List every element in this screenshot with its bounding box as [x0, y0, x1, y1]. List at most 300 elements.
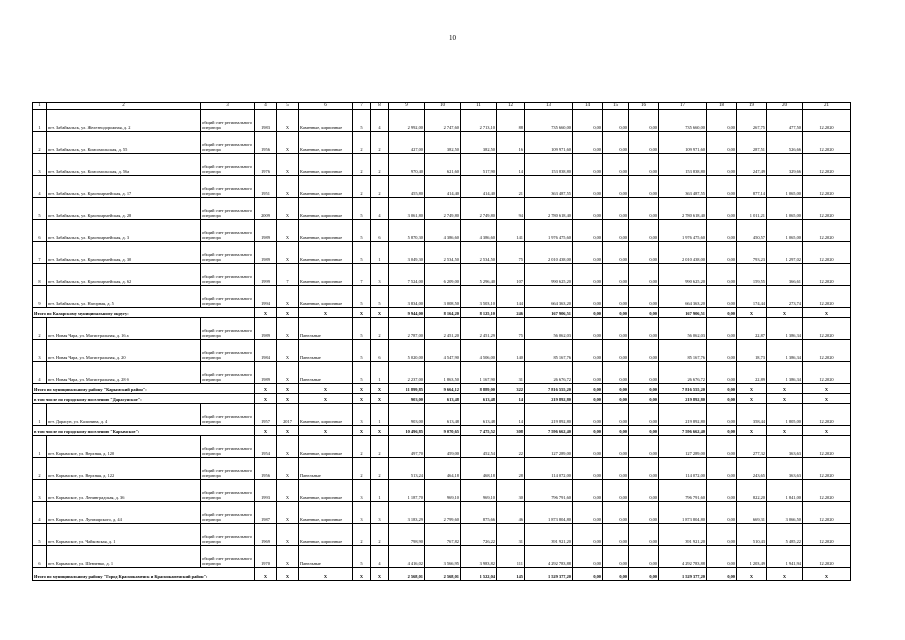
- table-cell: 26 676,72: [659, 362, 707, 384]
- total-cell: 0,00: [573, 426, 603, 436]
- table-cell: 0,00: [629, 436, 659, 458]
- table-cell: 6: [371, 340, 389, 362]
- table-row: [33, 480, 851, 502]
- table-cell: 0,00: [603, 318, 629, 340]
- table-cell: 16: [497, 132, 525, 154]
- table-row: [33, 318, 851, 340]
- table-cell: 0,00: [603, 110, 629, 132]
- total-row: [33, 384, 851, 394]
- table-cell: Каменные, кирпичные: [299, 480, 353, 502]
- table-cell: 5 020,00: [389, 340, 425, 362]
- table-cell: Каменные, кирпичные: [299, 154, 353, 176]
- table-cell: 497,70: [389, 436, 425, 458]
- table-cell: 5: [371, 286, 389, 308]
- table-cell: 513,24: [389, 458, 425, 480]
- total-cell: 0,00: [603, 384, 629, 394]
- table-cell: 1 386,34: [767, 318, 803, 340]
- table-cell: Панельные: [299, 340, 353, 362]
- table-cell: 4: [371, 110, 389, 132]
- table-cell: 875,66: [461, 502, 497, 524]
- table-cell: 0,00: [573, 524, 603, 546]
- table-row: [33, 264, 851, 286]
- table-cell: 0,00: [707, 132, 737, 154]
- table-cell: 464,18: [425, 458, 461, 480]
- table-row: [33, 198, 851, 220]
- table-cell: 517,90: [461, 154, 497, 176]
- table-cell: общий счет регионального оператора: [201, 524, 255, 546]
- table-cell: Х: [277, 362, 299, 384]
- table-cell: 329,66: [767, 154, 803, 176]
- table-cell: 1: [371, 480, 389, 502]
- table-cell: 127 289,00: [525, 436, 573, 458]
- table-cell: 0,00: [573, 546, 603, 568]
- column-number: 13: [525, 103, 573, 110]
- table-cell: 12.2020: [803, 264, 851, 286]
- total-cell: Х: [277, 394, 299, 404]
- total-cell: 0,00: [573, 394, 603, 404]
- table-cell: Каменные, кирпичные: [299, 242, 353, 264]
- table-cell: 4: [33, 362, 47, 384]
- table-cell: общий счет регионального оператора: [201, 264, 255, 286]
- total-cell: 0,00: [707, 394, 737, 404]
- table-cell: 2 747,60: [425, 110, 461, 132]
- total-cell: Х: [299, 568, 353, 581]
- table-cell: 174,44: [737, 286, 767, 308]
- table-cell: Каменные, кирпичные: [299, 436, 353, 458]
- table-cell: Каменные, кирпичные: [299, 176, 353, 198]
- table-cell: 75: [497, 318, 525, 340]
- table-cell: 969,10: [461, 480, 497, 502]
- total-cell: 145: [497, 568, 525, 581]
- total-cell: Х: [353, 426, 371, 436]
- table-cell: 12.2020: [803, 546, 851, 568]
- table-cell: 0,00: [707, 546, 737, 568]
- table-cell: 1976: [255, 154, 277, 176]
- housing-repair-table: [32, 102, 851, 581]
- table-row: [33, 458, 851, 480]
- table-cell: Х: [277, 242, 299, 264]
- total-cell: Х: [255, 426, 277, 436]
- table-cell: 56 062,03: [525, 318, 573, 340]
- table-cell: 990 625,20: [525, 264, 573, 286]
- table-cell: 1 065,00: [767, 220, 803, 242]
- table-row: [33, 176, 851, 198]
- table-cell: 1 065,00: [767, 198, 803, 220]
- table-cell: Х: [277, 458, 299, 480]
- table-cell: общий счет регионального оператора: [201, 480, 255, 502]
- total-label: в том числе по городскому поселению "Дарасунское":: [33, 394, 255, 404]
- table-cell: 613,48: [425, 404, 461, 426]
- table-cell: 1969: [255, 524, 277, 546]
- table-cell: 363 487,55: [659, 176, 707, 198]
- table-cell: 1970: [255, 546, 277, 568]
- table-cell: 1: [371, 362, 389, 384]
- table-cell: 526,66: [767, 132, 803, 154]
- total-cell: 10 496,85: [389, 426, 425, 436]
- total-cell: Х: [767, 394, 803, 404]
- table-cell: Х: [277, 546, 299, 568]
- table-cell: 12.2020: [803, 404, 851, 426]
- table-cell: 2: [353, 176, 371, 198]
- total-cell: Х: [255, 384, 277, 394]
- table-cell: 363 487,55: [525, 176, 573, 198]
- table-cell: 0,00: [603, 524, 629, 546]
- table-cell: Каменные, кирпичные: [299, 286, 353, 308]
- table-cell: 363,63: [767, 436, 803, 458]
- total-cell: 11 899,85: [389, 384, 425, 394]
- table-cell: общий счет регионального оператора: [201, 220, 255, 242]
- table-cell: 3: [371, 264, 389, 286]
- table-cell: 4 386,60: [425, 220, 461, 242]
- table-cell: Х: [277, 502, 299, 524]
- table-cell: 2: [371, 436, 389, 458]
- table-cell: 4: [371, 546, 389, 568]
- table-cell: 2 780 618,40: [659, 198, 707, 220]
- table-row: [33, 286, 851, 308]
- table-cell: Каменные, кирпичные: [299, 132, 353, 154]
- table-cell: общий счет регионального оператора: [201, 546, 255, 568]
- table-cell: 12.2020: [803, 286, 851, 308]
- table-cell: 0,00: [603, 480, 629, 502]
- table-cell: 5: [353, 362, 371, 384]
- table-cell: 1 386,34: [767, 362, 803, 384]
- table-cell: 12.2020: [803, 480, 851, 502]
- total-cell: Х: [371, 394, 389, 404]
- total-cell: 903,00: [389, 394, 425, 404]
- table-cell: 12.2020: [803, 110, 851, 132]
- table-cell: 3: [353, 480, 371, 502]
- table-cell: 2: [33, 458, 47, 480]
- table-cell: 427,00: [389, 132, 425, 154]
- table-cell: 0,00: [629, 362, 659, 384]
- table-cell: 2 451,29: [461, 318, 497, 340]
- table-cell: 726,22: [461, 524, 497, 546]
- table-cell: Каменные, кирпичные: [299, 110, 353, 132]
- table-cell: 1 873 804,80: [525, 502, 573, 524]
- table-cell: 7: [33, 242, 47, 264]
- total-cell: 8 889,00: [461, 384, 497, 394]
- table-cell: 85 167,76: [525, 340, 573, 362]
- table-cell: Каменные, кирпичные: [299, 198, 353, 220]
- total-cell: 0,00: [629, 394, 659, 404]
- table-cell: 109 971,60: [525, 132, 573, 154]
- table-cell: 0,00: [603, 132, 629, 154]
- table-cell: 22: [497, 436, 525, 458]
- table-cell: 0,00: [603, 362, 629, 384]
- table-cell: Х: [277, 132, 299, 154]
- table-cell: 3 983,82: [461, 546, 497, 568]
- total-cell: Х: [277, 384, 299, 394]
- table-cell: общий счет регионального оператора: [201, 436, 255, 458]
- total-cell: 1 522,04: [461, 568, 497, 581]
- table-cell: 12.2020: [803, 242, 851, 264]
- table-cell: 4: [33, 176, 47, 198]
- column-number: 6: [299, 103, 353, 110]
- total-cell: Х: [277, 568, 299, 581]
- table-cell: пгт. Забайкальск, ул. Красноармейская, д. 28: [47, 198, 201, 220]
- table-cell: 1 805,00: [767, 404, 803, 426]
- table-cell: 0,00: [707, 340, 737, 362]
- total-cell: 2 568,01: [389, 568, 425, 581]
- total-cell: 0,00: [707, 384, 737, 394]
- column-number: 10: [425, 103, 461, 110]
- table-row: [33, 502, 851, 524]
- table-cell: 0,00: [707, 154, 737, 176]
- table-cell: Каменные, кирпичные: [299, 502, 353, 524]
- total-cell: 1 529 377,20: [659, 568, 707, 581]
- total-cell: Х: [299, 426, 353, 436]
- table-cell: 990 625,20: [659, 264, 707, 286]
- table-cell: Х: [277, 154, 299, 176]
- total-cell: 0,00: [603, 426, 629, 436]
- table-cell: 0,00: [629, 524, 659, 546]
- table-cell: 822,20: [737, 480, 767, 502]
- table-cell: 2: [371, 154, 389, 176]
- table-cell: 2 451,20: [425, 318, 461, 340]
- table-cell: 0,00: [603, 502, 629, 524]
- table-cell: 14: [497, 154, 525, 176]
- table-cell: 0,00: [573, 480, 603, 502]
- table-cell: 1 873 804,80: [659, 502, 707, 524]
- table-cell: Панельные: [299, 318, 353, 340]
- table-cell: 2: [353, 154, 371, 176]
- table-cell: 0,00: [573, 458, 603, 480]
- table-cell: 3 834,00: [389, 286, 425, 308]
- column-number: 5: [277, 103, 299, 110]
- total-cell: 0,00: [629, 568, 659, 581]
- table-cell: 2 534,50: [461, 242, 497, 264]
- table-cell: 664 363,20: [525, 286, 573, 308]
- table-cell: 4 386,60: [461, 220, 497, 242]
- table-cell: 0,00: [629, 176, 659, 198]
- column-number: 9: [389, 103, 425, 110]
- total-row: [33, 426, 851, 436]
- table-cell: 273,74: [767, 286, 803, 308]
- column-number: 14: [573, 103, 603, 110]
- table-cell: пгт. Забайкальск, ул. Красноармейская, д. 3: [47, 220, 201, 242]
- table-cell: 0,00: [603, 340, 629, 362]
- table-cell: 970,40: [389, 154, 425, 176]
- table-cell: 247,49: [737, 154, 767, 176]
- table-cell: 1 167,90: [461, 362, 497, 384]
- table-cell: 12.2020: [803, 176, 851, 198]
- table-cell: 1 203,49: [737, 546, 767, 568]
- table-cell: 4 547,90: [425, 340, 461, 362]
- table-row: [33, 436, 851, 458]
- table-cell: 3 566,95: [425, 546, 461, 568]
- table-cell: пгт. Забайкальск, ул. Комсомольская, д. 55: [47, 132, 201, 154]
- table-cell: 56 062,03: [659, 318, 707, 340]
- table-cell: 0,00: [707, 458, 737, 480]
- table-cell: 0,00: [707, 220, 737, 242]
- table-row: [33, 132, 851, 154]
- table-cell: 22,87: [737, 318, 767, 340]
- total-cell: 167 906,51: [525, 308, 573, 318]
- table-cell: 287,51: [737, 132, 767, 154]
- table-cell: 0,00: [573, 318, 603, 340]
- table-cell: 2: [353, 524, 371, 546]
- table-cell: 0,00: [707, 404, 737, 426]
- table-cell: 613,48: [461, 404, 497, 426]
- table-cell: Х: [277, 110, 299, 132]
- table-cell: 2 534,50: [425, 242, 461, 264]
- table-cell: 7: [277, 264, 299, 286]
- total-cell: Х: [371, 426, 389, 436]
- table-row: [33, 524, 851, 546]
- table-cell: 4: [33, 502, 47, 524]
- table-cell: Х: [277, 176, 299, 198]
- total-cell: 0,00: [573, 384, 603, 394]
- total-cell: 0,00: [603, 568, 629, 581]
- total-cell: 0,00: [707, 308, 737, 318]
- table-cell: пгт. Карымское, ул. Верхняя, д. 120: [47, 436, 201, 458]
- table-cell: 1: [33, 110, 47, 132]
- table-cell: 664 363,20: [659, 286, 707, 308]
- table-cell: 75: [497, 242, 525, 264]
- table-cell: 144: [497, 286, 525, 308]
- table-row: [33, 154, 851, 176]
- table-cell: 2 749,80: [425, 198, 461, 220]
- table-cell: 3 008,50: [425, 286, 461, 308]
- table-cell: пгт. Карымское, ул. Верхняя, д. 122: [47, 458, 201, 480]
- table-cell: 12.2020: [803, 318, 851, 340]
- table-cell: 1 065,00: [767, 176, 803, 198]
- table-cell: 114 072,00: [525, 458, 573, 480]
- table-cell: 0,00: [629, 502, 659, 524]
- total-label: Итого по Каларскому муниципальному округу:: [33, 308, 255, 318]
- table-cell: 2: [371, 524, 389, 546]
- table-cell: 140: [497, 340, 525, 362]
- total-cell: Х: [277, 308, 299, 318]
- table-cell: общий счет регионального оператора: [201, 176, 255, 198]
- table-cell: 21: [497, 176, 525, 198]
- total-cell: 0,00: [629, 426, 659, 436]
- table-cell: общий счет регионального оператора: [201, 318, 255, 340]
- table-cell: 391 921,20: [659, 524, 707, 546]
- table-cell: 0,00: [629, 154, 659, 176]
- table-cell: общий счет регионального оператора: [201, 242, 255, 264]
- table-cell: пгт. Забайкальск, ул. Красноармейская, д. 62: [47, 264, 201, 286]
- table-cell: 243,65: [737, 458, 767, 480]
- table-cell: 450,57: [737, 220, 767, 242]
- table-cell: 9: [33, 286, 47, 308]
- table-cell: общий счет регионального оператора: [201, 362, 255, 384]
- total-cell: 7 816 555,20: [525, 384, 573, 394]
- total-cell: 9 664,12: [425, 384, 461, 394]
- table-cell: 877,14: [737, 176, 767, 198]
- table-cell: 7 524,00: [389, 264, 425, 286]
- table-cell: 0,00: [573, 286, 603, 308]
- total-cell: 0,00: [707, 568, 737, 581]
- total-row: [33, 308, 851, 318]
- total-cell: 0,00: [707, 426, 737, 436]
- table-cell: 0,00: [707, 436, 737, 458]
- total-cell: Х: [371, 308, 389, 318]
- table-cell: 2 713,10: [461, 110, 497, 132]
- table-cell: 219 892,80: [525, 404, 573, 426]
- table-cell: Х: [277, 436, 299, 458]
- table-cell: пгт. Забайкальск, ул. Красноармейская, д. 30: [47, 242, 201, 264]
- table-cell: 5: [33, 524, 47, 546]
- table-cell: 12.2020: [803, 362, 851, 384]
- table-cell: 5 485,22: [767, 524, 803, 546]
- table-cell: 1 863,50: [425, 362, 461, 384]
- table-cell: Х: [277, 480, 299, 502]
- table-cell: 3 183,29: [389, 502, 425, 524]
- table-cell: 12.2020: [803, 154, 851, 176]
- total-cell: Х: [737, 394, 767, 404]
- total-cell: Х: [767, 308, 803, 318]
- table-cell: 2: [353, 132, 371, 154]
- table-cell: 0,00: [629, 220, 659, 242]
- table-row: [33, 220, 851, 242]
- total-label: в том числе по городскому поселению "Карымское":: [33, 426, 255, 436]
- column-number: 1: [33, 103, 47, 110]
- column-number: 7: [353, 103, 371, 110]
- table-cell: Панельные: [299, 546, 353, 568]
- total-cell: Х: [255, 308, 277, 318]
- total-cell: Х: [767, 568, 803, 581]
- table-cell: 1951: [255, 176, 277, 198]
- table-cell: 1 187,70: [389, 480, 425, 502]
- total-cell: 219 892,80: [659, 394, 707, 404]
- table-cell: 3: [353, 502, 371, 524]
- table-cell: 382,50: [425, 132, 461, 154]
- table-cell: 3 066,50: [767, 502, 803, 524]
- total-row: [33, 568, 851, 581]
- table-cell: 0,00: [573, 198, 603, 220]
- table-cell: 0,00: [707, 242, 737, 264]
- total-cell: Х: [371, 568, 389, 581]
- table-cell: 2 992,00: [389, 110, 425, 132]
- table-cell: 1 011,21: [737, 198, 767, 220]
- total-cell: Х: [803, 384, 851, 394]
- table-cell: 0,00: [603, 264, 629, 286]
- total-label: Итого по муниципальному району "Карымский район":: [33, 384, 255, 394]
- table-cell: 0,00: [629, 242, 659, 264]
- table-cell: 1: [371, 404, 389, 426]
- total-cell: 1 529 377,20: [525, 568, 573, 581]
- total-cell: Х: [737, 426, 767, 436]
- table-cell: 0,00: [629, 132, 659, 154]
- table-cell: 3: [33, 154, 47, 176]
- total-cell: Х: [803, 426, 851, 436]
- table-cell: 0,00: [573, 436, 603, 458]
- table-cell: 3 503,10: [461, 286, 497, 308]
- total-row: [33, 394, 851, 404]
- table-cell: 18,73: [737, 340, 767, 362]
- table-cell: 735 660,00: [659, 110, 707, 132]
- table-cell: 1956: [255, 458, 277, 480]
- total-cell: Х: [299, 394, 353, 404]
- table-cell: 2: [371, 458, 389, 480]
- total-cell: 0,00: [603, 394, 629, 404]
- table-cell: пгт. Забайкальск, ул. Нагорная, д. 5: [47, 286, 201, 308]
- total-cell: Х: [737, 308, 767, 318]
- table-cell: 382,50: [461, 132, 497, 154]
- table-cell: 3 061,80: [389, 198, 425, 220]
- table-cell: 109 971,60: [659, 132, 707, 154]
- table-cell: 0,00: [707, 362, 737, 384]
- table-cell: 2: [33, 132, 47, 154]
- table-cell: 0,00: [573, 404, 603, 426]
- total-cell: Х: [803, 568, 851, 581]
- table-cell: 159,55: [737, 264, 767, 286]
- table-cell: 3: [371, 502, 389, 524]
- table-cell: пгт. Карымское, ул. Чайковская, д. 1: [47, 524, 201, 546]
- table-cell: Х: [277, 524, 299, 546]
- table-cell: 94: [497, 198, 525, 220]
